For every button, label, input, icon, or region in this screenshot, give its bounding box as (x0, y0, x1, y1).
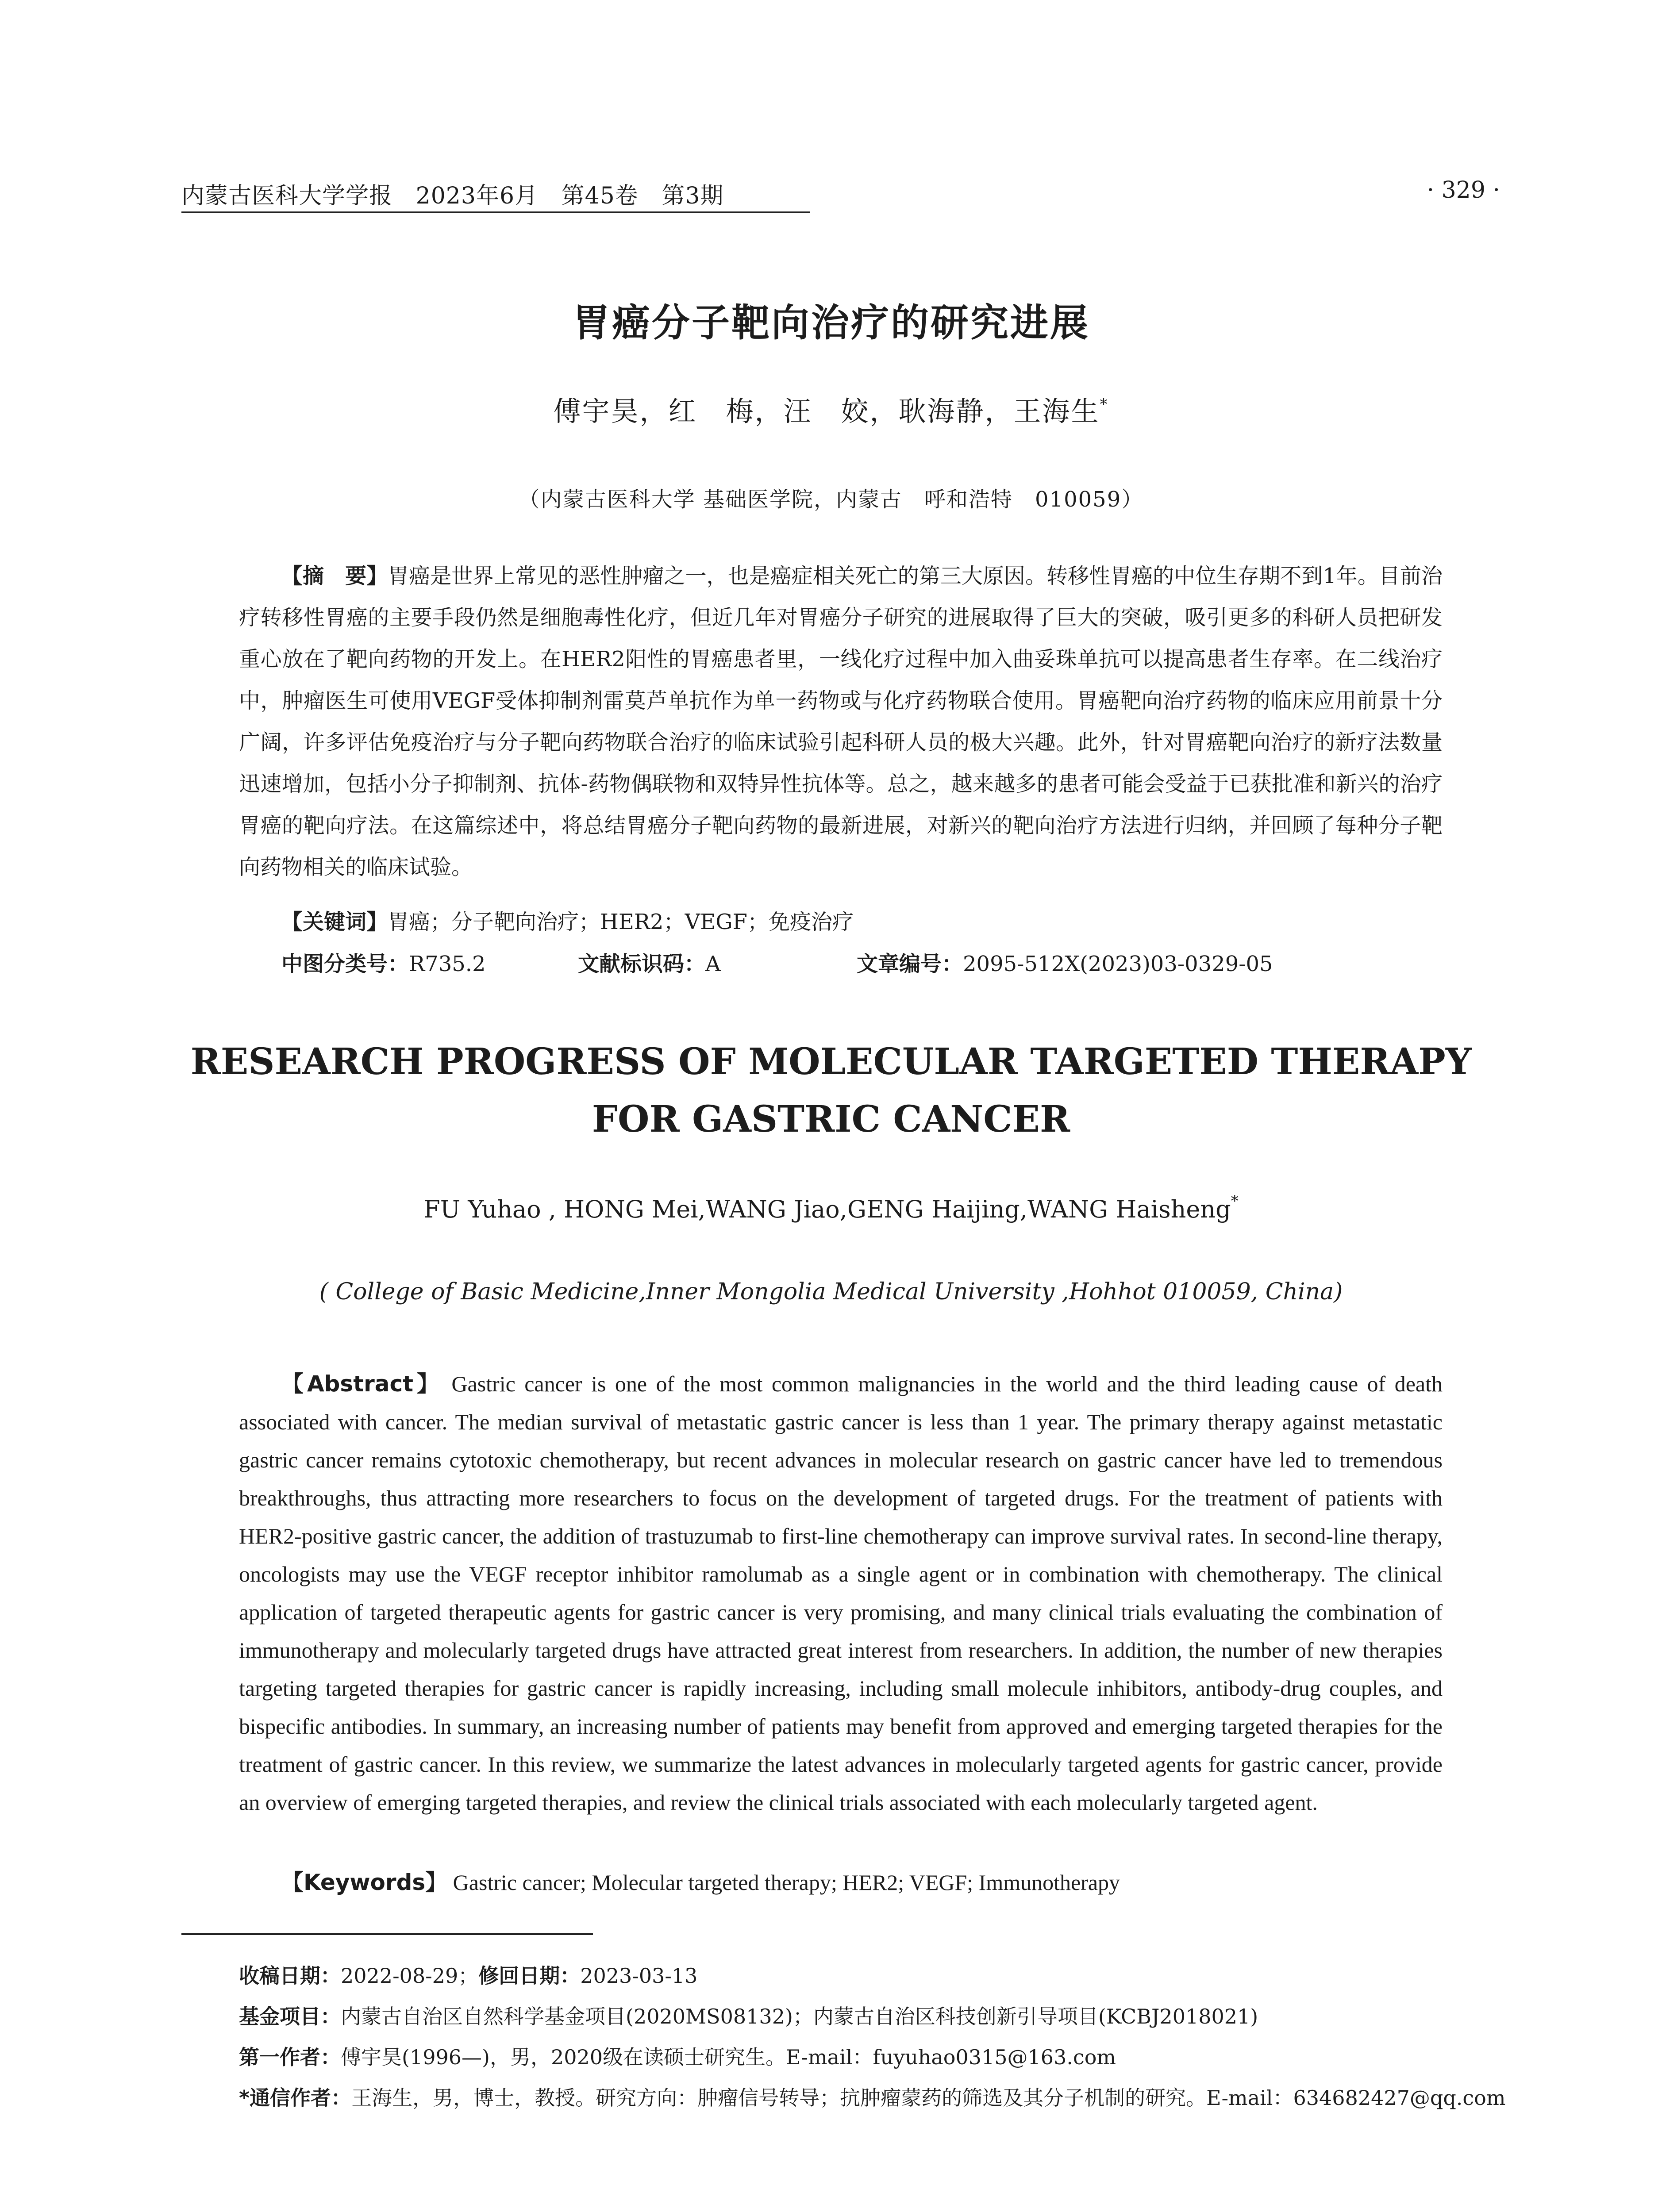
corresponding-value: 王海生，男，博士，教授。研究方向：肿瘤信号转导；抗肿瘤蒙药的筛选及其分子机制的研究。E-mail：634682427@qq.com (351, 2086, 1506, 2110)
classification-row (281, 947, 1443, 978)
en-keywords-label: 【Keywords】 (281, 1870, 448, 1895)
cn-keywords-text: 胃癌；分子靶向治疗；HER2；VEGF；免疫治疗 (388, 910, 854, 934)
fund-label: 基金项目： (239, 2005, 341, 2028)
en-author-line (0, 1192, 1662, 1223)
document-code (578, 947, 721, 977)
cn-author-line (0, 389, 1662, 429)
en-article-title (0, 1033, 1662, 1148)
doc-code-label: 文献标识码： (578, 952, 706, 976)
footnote-dates (239, 1955, 1522, 1996)
article-no-label: 文章编号： (857, 952, 963, 976)
cn-authors: 傅宇昊，红 梅，汪 姣，耿海静，王海生 (553, 395, 1100, 427)
cn-article-title: 胃癌分子靶向治疗的研究进展 (572, 301, 1090, 345)
revised-date: 2023-03-13 (580, 1964, 698, 1988)
corresponding-label: *通信作者： (239, 2086, 352, 2110)
journal-name: 内蒙古医科大学学报 (181, 183, 393, 209)
footnotes (239, 1955, 1522, 2118)
en-title-line-2: FOR GASTRIC CANCER (592, 1098, 1070, 1141)
cn-keywords (281, 905, 854, 935)
issue-date: 2023年6月 (416, 183, 539, 209)
en-authors: FU Yuhao , HONG Mei,WANG Jiao,GENG Haijing,WANG Haisheng (423, 1195, 1231, 1223)
footnote-divider (181, 1933, 593, 1935)
cn-keywords-label: 【关键词】 (281, 910, 388, 934)
article-number (857, 947, 1273, 977)
article-no-value: 2095-512X(2023)03-0329-05 (963, 952, 1273, 976)
en-corresponding-mark: * (1231, 1192, 1239, 1210)
received-label: 收稿日期： (239, 1964, 341, 1988)
page-number: · 329 · (1427, 177, 1500, 204)
clc-value: R735.2 (409, 952, 486, 976)
footnote-first-author (239, 2037, 1522, 2078)
journal-citation (181, 177, 723, 210)
doc-code-value: A (705, 952, 721, 976)
revised-label: 修回日期： (478, 1964, 581, 1988)
first-author-value: 傅宇昊(1996—)，男，2020级在读硕士研究生。E-mail：fuyuhao0315@163.com (341, 2045, 1116, 2069)
en-keywords (281, 1865, 1120, 1897)
clc-label: 中图分类号： (281, 952, 409, 976)
clc-number (281, 947, 486, 977)
en-title-line-1: RESEARCH PROGRESS OF MOLECULAR TARGETED THERAPY (190, 1041, 1472, 1083)
en-abstract (239, 1365, 1443, 1821)
cn-affiliation: （内蒙古医科大学 基础医学院，内蒙古 呼和浩特 010059） (518, 487, 1144, 512)
en-affiliation: ( College of Basic Medicine,Inner Mongolia Medical University ,Hohhot 010059, China) (319, 1279, 1343, 1305)
footnote-corresponding (239, 2078, 1522, 2118)
en-keywords-text: Gastric cancer; Molecular targeted therapy; HER2; VEGF; Immunotherapy (453, 1870, 1120, 1895)
volume: 第45卷 (561, 183, 639, 209)
cn-abstract-text: 胃癌是世界上常见的恶性肿瘤之一，也是癌症相关死亡的第三大原因。转移性胃癌的中位生存期不到1年。目前治疗转移性胃癌的主要手段仍然是细胞毒性化疗，但近几年对胃癌分子研究的进展取得了巨大的突破，吸引更多的科研人员把研发重心放在了靶向药物的开发上。在HER2阳性的胃癌患者里，一线化疗过程中加入曲妥珠单抗可以提高患者生存率。在二线治疗中，肿瘤医生可使用VEGF受体抑制剂雷莫芦单抗作为单一药物或与化疗药物联合使用。胃癌靶向治疗药物的临床应用前景十分广阔，许多评估免疫治疗与分子靶向药物联合治疗的临床试验引起科研人员的极大兴趣。此外，针对胃癌靶向治疗的新疗法数量迅速增加，包括小分子抑制剂、抗体-药物偶联物和双特异性抗体等。总之，越来越多的患者可能会受益于已获批准和新兴的治疗胃癌的靶向疗法。在这篇综述中，将总结胃癌分子靶向药物的最新进展，对新兴的靶向治疗方法进行归纳，并回顾了每种分子靶向药物相关的临床试验。 (239, 564, 1443, 879)
running-header (181, 177, 1500, 217)
first-author-label: 第一作者： (239, 2045, 341, 2069)
cn-abstract (239, 555, 1443, 888)
fund-value: 内蒙古自治区自然科学基金项目(2020MS08132)；内蒙古自治区科技创新引导项目(KCBJ2018021) (341, 2005, 1258, 2028)
header-underline (181, 211, 810, 213)
cn-corresponding-mark: * (1100, 396, 1109, 413)
issue: 第3期 (662, 183, 724, 209)
cn-abstract-label: 【摘 要】 (281, 564, 388, 588)
en-abstract-label: 【Abstract】 (281, 1371, 442, 1397)
received-date: 2022-08-29； (341, 1964, 479, 1988)
en-abstract-text: Gastric cancer is one of the most common malignancies in the world and the third leading cause of death associated with cancer. The median survival of metastatic gastric cancer is less than 1 year. The primary therapy against metastatic gastric cancer remains cytotoxic chemotherapy, but recent advances in molecular research on gastric cancer have led to tremendous breakthroughs, thus attracting more researchers to focus on the development of targeted drugs. For the treatment of patients with HER2-positive gastric cancer, the addition of trastuzumab to first-line chemotherapy can improve survival rates. In second-line therapy, oncologists may use the VEGF receptor inhibitor ramolumab as a single agent or in combination with chemotherapy. The clinical application of targeted therapeutic agents for gastric cancer is very promising, and many clinical trials evaluating the combination of immunotherapy and molecularly targeted drugs have attracted great interest from researchers. In addition, the number of new therapies targeting targeted therapies for gastric cancer is rapidly increasing, including small molecule inhibitors, antibody-drug couples, and bispecific antibodies. In summary, an increasing number of patients may benefit from approved and emerging targeted therapies for the treatment of gastric cancer. In this review, we summarize the latest advances in molecularly targeted agents for gastric cancer, provide an overview of emerging targeted therapies, and review the clinical trials associated with each molecularly targeted agent. (239, 1371, 1443, 1815)
footnote-fund (239, 1996, 1522, 2037)
